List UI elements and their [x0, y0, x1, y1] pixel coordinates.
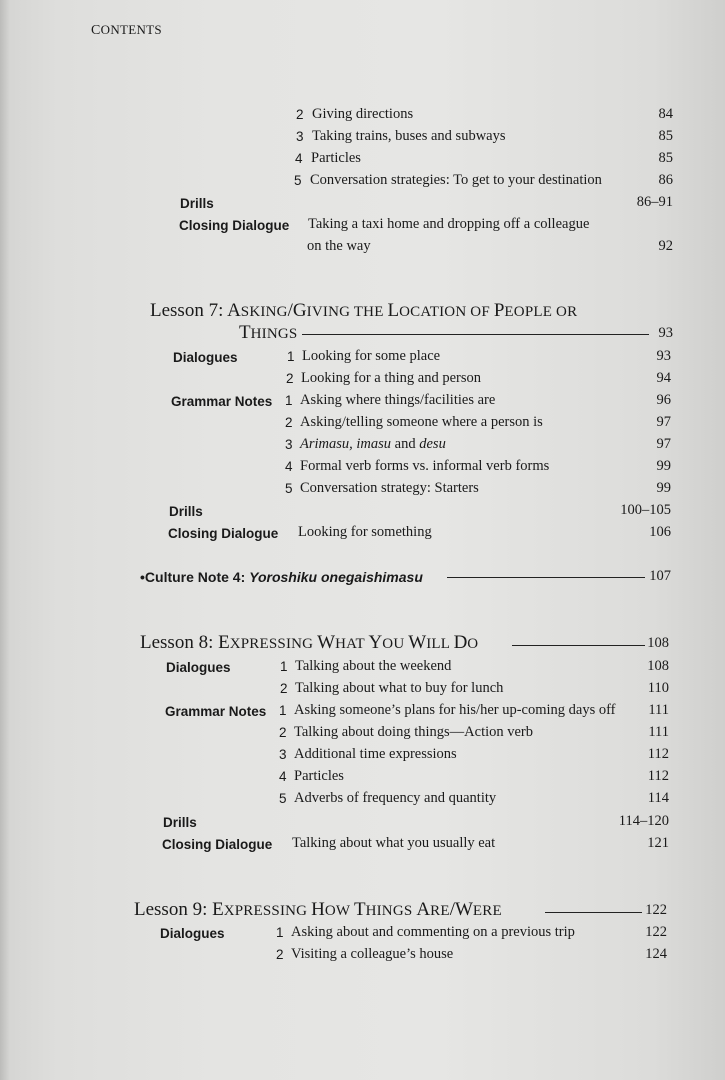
item-text: Particles [311, 150, 361, 166]
item-number: 4 [295, 151, 303, 166]
item-text: Giving directions [312, 106, 414, 122]
item-number: 2 [285, 415, 293, 430]
item-text: Asking/telling someone where a person is [300, 414, 543, 430]
closing-dialogue-label: Closing Dialogue [179, 218, 290, 233]
item-text: Looking for some place [302, 348, 441, 364]
closing-dialogue-label: Closing Dialogue [162, 837, 273, 852]
closing-dialogue-text: Taking a taxi home and dropping off a colleague [308, 216, 590, 232]
item-page: 84 [658, 106, 673, 122]
item-page: 86 [658, 172, 673, 188]
item-text: Talking about what to buy for lunch [295, 680, 504, 696]
leader-line [302, 334, 649, 335]
item-number: 2 [279, 725, 287, 740]
leader-line [447, 577, 645, 578]
closing-dialogue-text: Talking about what you usually eat [292, 835, 496, 851]
item-page: 93 [656, 348, 671, 364]
item-page: 111 [648, 702, 669, 718]
drills-pages: 100–105 [620, 502, 671, 518]
drills-label: Drills [169, 504, 203, 519]
item-text: Talking about doing things—Action verb [294, 724, 534, 740]
item-page: 114 [647, 790, 669, 806]
item-page: 85 [658, 128, 673, 144]
dialogues-label: Dialogues [166, 660, 231, 675]
closing-dialogue-label: Closing Dialogue [168, 526, 279, 541]
item-number: 3 [285, 437, 293, 452]
item-text: Conversation strategy: Starters [300, 480, 479, 496]
drills-pages: 114–120 [618, 813, 669, 829]
closing-dialogue-text: Looking for something [298, 524, 432, 540]
dialogues-label: Dialogues [160, 926, 225, 941]
item-number: 5 [285, 481, 293, 496]
item-page: 99 [656, 458, 671, 474]
item-page: 99 [656, 480, 671, 496]
item-number: 3 [279, 747, 287, 762]
item-number: 4 [285, 459, 293, 474]
closing-dialogue-page: 121 [647, 835, 669, 851]
item-page: 110 [647, 680, 669, 696]
item-number: 1 [280, 659, 288, 674]
item-page: 111 [648, 724, 669, 740]
item-page: 97 [656, 436, 671, 452]
item-text: Taking trains, buses and subways [312, 128, 506, 144]
item-number: 1 [287, 349, 295, 364]
leader-line [512, 645, 645, 646]
item-number: 2 [280, 681, 288, 696]
item-number: 4 [279, 769, 287, 784]
item-text: Adverbs of frequency and quantity [294, 790, 497, 806]
item-number: 2 [296, 107, 304, 122]
item-page: 112 [647, 746, 669, 762]
item-number: 5 [294, 173, 302, 188]
drills-pages: 86–91 [636, 194, 673, 210]
item-number: 1 [285, 393, 293, 408]
item-number: 1 [279, 703, 287, 718]
item-number: 5 [279, 791, 287, 806]
lesson9-page: 122 [645, 902, 667, 918]
item-number: 3 [296, 129, 304, 144]
item-number: 2 [276, 947, 284, 962]
item-page: 124 [645, 946, 667, 962]
item-page: 97 [656, 414, 671, 430]
item-text: Particles [294, 768, 344, 784]
lesson7-title: Lesson 7: ASKING/GIVING THE LOCATION OF PEOPLE OR [150, 300, 578, 321]
closing-dialogue-page: 92 [658, 238, 673, 254]
item-page: 85 [658, 150, 673, 166]
item-text: Arimasu, imasu and desu [300, 436, 446, 452]
item-page: 122 [645, 924, 667, 940]
lesson8-title: Lesson 8: EXPRESSING WHAT YOU WILL DO [140, 632, 479, 653]
grammar-notes-label: Grammar Notes [171, 394, 273, 409]
item-number: 2 [286, 371, 294, 386]
item-page: 108 [647, 658, 669, 674]
item-text: Formal verb forms vs. informal verb forms [300, 458, 550, 474]
item-text: Additional time expressions [294, 746, 457, 762]
lesson7-title-cont: THINGS [239, 322, 298, 343]
leader-line [545, 912, 642, 913]
item-text: Asking someone’s plans for his/her up-coming days off [294, 702, 616, 718]
item-text: Visiting a colleague’s house [291, 946, 454, 962]
dialogues-label: Dialogues [173, 350, 238, 365]
lesson7-page: 93 [658, 325, 673, 341]
item-text: Conversation strategies: To get to your destination [310, 172, 602, 188]
item-page: 94 [656, 370, 671, 386]
culture-note-title: •Culture Note 4: Yoroshiku onegaishimasu [140, 569, 423, 585]
item-text: Talking about the weekend [295, 658, 452, 674]
drills-label: Drills [163, 815, 197, 830]
item-page: 96 [656, 392, 671, 408]
lesson8-page: 108 [647, 635, 669, 651]
culture-note-page: 107 [649, 568, 671, 584]
item-page: 112 [647, 768, 669, 784]
drills-label: Drills [180, 196, 214, 211]
item-text: Asking where things/facilities are [300, 392, 496, 408]
closing-dialogue-page: 106 [649, 524, 671, 540]
page-spine-shadow [0, 0, 10, 1080]
lesson9-title: Lesson 9: EXPRESSING HOW THINGS ARE/WERE [134, 899, 502, 920]
closing-dialogue-text-cont: on the way [307, 238, 371, 254]
item-text: Looking for a thing and person [301, 370, 482, 386]
item-number: 1 [276, 925, 284, 940]
grammar-notes-label: Grammar Notes [165, 704, 267, 719]
running-header: CONTENTS [91, 22, 162, 38]
item-text: Asking about and commenting on a previous trip [291, 924, 575, 940]
